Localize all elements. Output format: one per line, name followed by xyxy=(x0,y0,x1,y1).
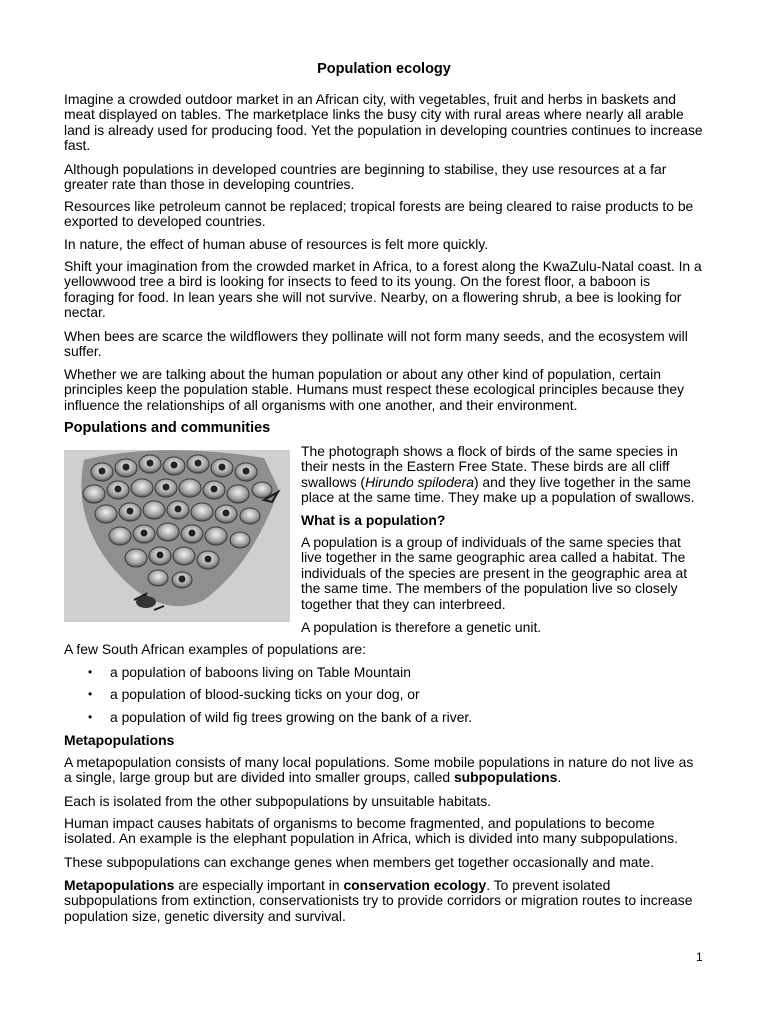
metapop-text-a: A metapopulation consists of many local populations. Some mobile populations in nature do not live as a single, large group but are divided into smaller groups, called xyxy=(64,754,694,786)
metapopulations-term: Metapopulations xyxy=(64,877,175,893)
metapopulation-paragraph-2: Each is isolated from the other subpopulations by unsuitable habitats. xyxy=(64,793,492,809)
page-title: Population ecology xyxy=(317,61,451,77)
genetic-unit-statement: A population is therefore a genetic unit. xyxy=(301,619,542,635)
conservation-ecology-term: conservation ecology xyxy=(343,877,487,893)
metapopulation-paragraph-3: Human impact causes habitats of organisms to become fragmented, and populations to become isolated. An example is the elephant population in Africa, which is divided into many subpopulations. xyxy=(64,815,678,847)
example-item: a population of baboons living on Table Mountain xyxy=(110,664,411,680)
photo-description-text-a: The photograph shows a flock of birds of the same species in their nests in the Eastern Free State. These birds are all cliff swallows ( xyxy=(301,443,678,490)
swallow-nests-photo xyxy=(64,450,290,622)
examples-intro: A few South African examples of populations are: xyxy=(64,641,366,657)
bullet-marker: • xyxy=(88,687,93,701)
metapop-p5-text-a: are especially important in xyxy=(174,877,344,893)
section-heading-populations: Populations and communities xyxy=(64,420,271,436)
metapopulation-paragraph-5 xyxy=(64,878,704,924)
example-item: a population of wild fig trees growing on the bank of a river. xyxy=(110,709,473,725)
bullet-marker: • xyxy=(88,710,93,724)
intro-paragraph-1: Imagine a crowded outdoor market in an African city, with vegetables, fruit and herbs in baskets and meat displayed on tables. The marketplace links the busy city with rural areas where nearly all arable land is already used for producing food. Yet the population in developing countries continues to increase fast. xyxy=(64,91,703,154)
metapop-text-b: . xyxy=(557,769,562,786)
metapopulations-heading: Metapopulations xyxy=(64,732,175,748)
subpopulations-term: subpopulations xyxy=(453,769,558,786)
document-page xyxy=(64,0,704,1024)
what-is-population-heading: What is a population? xyxy=(301,512,446,528)
example-item: a population of blood-sucking ticks on your dog, or xyxy=(110,686,420,702)
bullet-marker: • xyxy=(88,665,93,679)
population-definition: A population is a group of individuals of the same species that live together in the same geographic area called a habitat. The individuals of the species are present in the geographic area at the same time. The members of the population live so closely together that they can interbreed. xyxy=(301,534,688,612)
intro-paragraph-3: Resources like petroleum cannot be replaced; tropical forests are being cleared to raise products to be exported to developed countries. xyxy=(64,198,694,230)
photo-description-text-b: ) and they live together in the same place at the same time. They make up a population of swallows. xyxy=(301,473,695,506)
metapopulation-paragraph-1 xyxy=(64,755,704,786)
intro-paragraph-7: Whether we are talking about the human population or about any other kind of population, certain principles keep the population stable. Humans must respect these ecological principles because they influence the relationships of all organisms with one another, and their environment. xyxy=(64,366,685,413)
intro-paragraph-4: In nature, the effect of human abuse of resources is felt more quickly. xyxy=(64,236,489,252)
metapopulation-paragraph-4: These subpopulations can exchange genes when members get together occasionally and mate. xyxy=(64,854,654,870)
species-name: Hirundo spilodera xyxy=(365,473,474,490)
swallow-colony-image xyxy=(64,450,290,622)
photo-description xyxy=(301,444,705,506)
intro-paragraph-6: When bees are scarce the wildflowers they pollinate will not form many seeds, and the ecosystem will suffer. xyxy=(64,328,688,360)
intro-paragraph-5: Shift your imagination from the crowded market in Africa, to a forest along the KwaZulu-Natal coast. In a yellowwood tree a bird is looking for insects to feed to its young. On the forest floor, a baboon is foraging for food. In lean years she will not survive. Nearby, on a flowering shrub, a bee is looking for nectar. xyxy=(64,258,702,321)
intro-paragraph-2: Although populations in developed countries are beginning to stabilise, they use resources at a far greater rate than those in developing countries. xyxy=(64,161,667,193)
metapop-p5-text-b: . To prevent isolated subpopulations from extinction, conservationists try to provide corridors or migration routes to increase population size, genetic diversity and survival. xyxy=(64,877,693,924)
page-number: 1 xyxy=(696,950,703,964)
